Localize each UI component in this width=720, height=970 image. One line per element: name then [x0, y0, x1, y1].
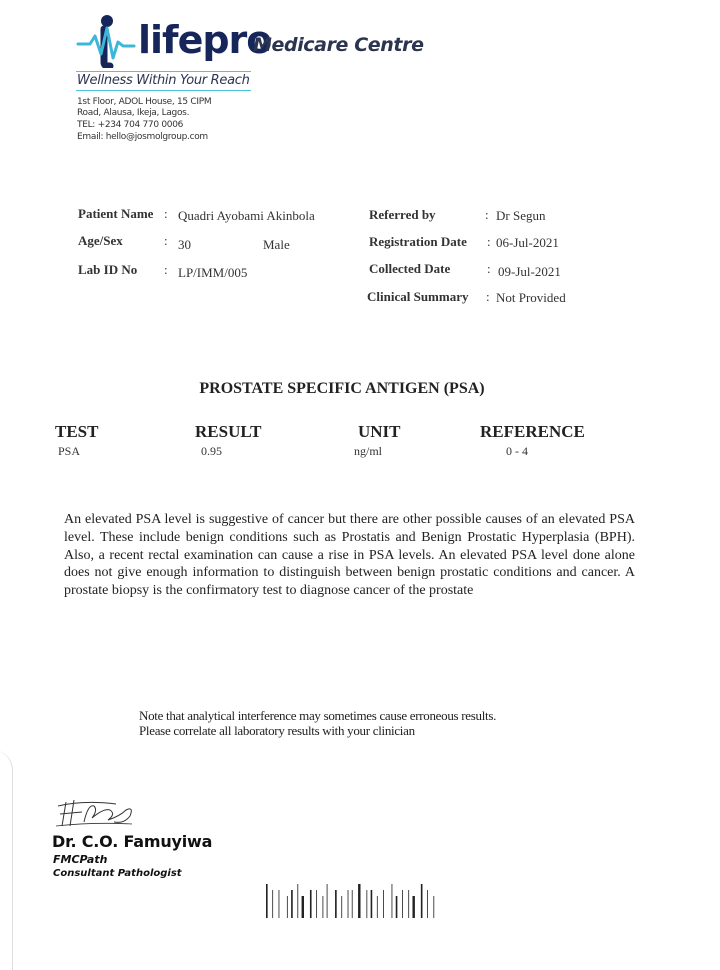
barcode-bar: [327, 884, 328, 918]
barcode-bar: [297, 884, 298, 918]
barcode-bar: [266, 884, 268, 918]
colon: :: [164, 233, 168, 248]
tagline: Wellness Within Your Reach: [76, 71, 251, 91]
barcode-bar: [287, 896, 288, 918]
barcode-icon: [266, 884, 454, 918]
page-curl: [0, 750, 13, 970]
address-line-2: Road, Alausa, Ikeja, Lagos.: [77, 108, 190, 118]
barcode-bar: [341, 896, 342, 918]
unit-cell: ng/ml: [354, 444, 383, 458]
colon: :: [486, 289, 490, 304]
disclaimer-line-1: Note that analytical interference may sometimes cause erroneous results.: [139, 708, 497, 723]
referred-by-label: Referred by: [369, 207, 436, 222]
brand-name: lifepro: [138, 18, 272, 62]
patient-name-value: Quadri Ayobami Akinbola: [178, 208, 315, 223]
barcode-bar: [412, 896, 414, 918]
registration-date-value: 06-Jul-2021: [496, 235, 559, 250]
colon: :: [485, 207, 489, 222]
column-header-unit: UNIT: [358, 422, 401, 441]
sex-value: Male: [263, 237, 290, 252]
age-sex-label: Age/Sex: [78, 233, 123, 248]
reference-cell: 0 - 4: [506, 444, 528, 458]
barcode-bar: [408, 890, 409, 918]
lab-id-label: Lab ID No: [78, 262, 138, 277]
result-cell: 0.95: [201, 444, 222, 458]
clinical-summary-label: Clinical Summary: [367, 289, 469, 304]
barcode-bar: [421, 884, 423, 918]
clinical-summary-value: Not Provided: [496, 290, 566, 305]
age-value: 30: [178, 237, 191, 252]
barcode-bar: [358, 884, 360, 918]
registration-date-label: Registration Date: [369, 234, 467, 249]
email: Email: hello@josmolgroup.com: [77, 132, 208, 142]
disclaimer-line-2: Please correlate all laboratory results with your clinician: [139, 723, 415, 738]
barcode-bar: [291, 890, 293, 918]
signatory-qualification: FMCPath: [53, 853, 108, 866]
barcode-bar: [352, 890, 353, 918]
barcode-bar: [348, 890, 349, 918]
barcode-bar: [433, 896, 434, 918]
colon: :: [487, 234, 491, 249]
barcode-bar: [392, 884, 393, 918]
telephone: TEL: +234 704 770 0006: [77, 120, 184, 130]
column-header-test: TEST: [55, 422, 99, 441]
handwritten-signature-icon: [54, 796, 134, 830]
signatory-name: Dr. C.O. Famuyiwa: [52, 832, 213, 851]
heartbeat-person-icon: [76, 14, 136, 68]
collected-date-value: 09-Jul-2021: [498, 264, 561, 279]
lab-id-value: LP/IMM/005: [178, 265, 248, 280]
barcode-bar: [383, 890, 384, 918]
collected-date-label: Collected Date: [369, 261, 451, 276]
colon: :: [487, 261, 491, 276]
barcode-bar: [396, 896, 398, 918]
barcode-bar: [316, 890, 317, 918]
colon: :: [164, 262, 168, 277]
barcode-bar: [377, 896, 378, 918]
barcode-bar: [335, 890, 337, 918]
barcode-bar: [302, 896, 304, 918]
centre-name: Medicare Centre: [253, 34, 424, 56]
report-title: PROSTATE SPECIFIC ANTIGEN (PSA): [199, 380, 485, 397]
column-header-result: RESULT: [195, 422, 262, 441]
referred-by-value: Dr Segun: [496, 208, 546, 223]
barcode-bar: [427, 890, 428, 918]
colon: :: [164, 206, 168, 221]
patient-name-label: Patient Name: [78, 206, 154, 221]
test-cell: PSA: [58, 444, 81, 458]
barcode-bar: [366, 890, 367, 918]
address-line-1: 1st Floor, ADOL House, 15 CIPM: [77, 97, 212, 107]
interpretation-note: An elevated PSA level is suggestive of cancer but there are other possible causes of an elevated PSA level. These include benign conditions such as Prostatis and Benign Prostatic Hyperplasia (BPH). Also, a recent rectal examination can cause a rise in PSA levels. An elevated PSA level done alone does not give enough information to distinguish between benign prostatic conditions and cancer. A prostate biopsy is the confirmatory test to diagnose cancer of the prostate: [64, 512, 635, 599]
column-header-reference: REFERENCE: [480, 422, 585, 441]
barcode-bar: [323, 896, 324, 918]
barcode-bar: [272, 890, 273, 918]
barcode-bar: [402, 890, 403, 918]
barcode-bar: [371, 890, 373, 918]
barcode-bar: [310, 890, 312, 918]
disclaimer: [139, 708, 496, 738]
barcode-bar: [279, 890, 280, 918]
signatory-role: Consultant Pathologist: [53, 868, 182, 879]
